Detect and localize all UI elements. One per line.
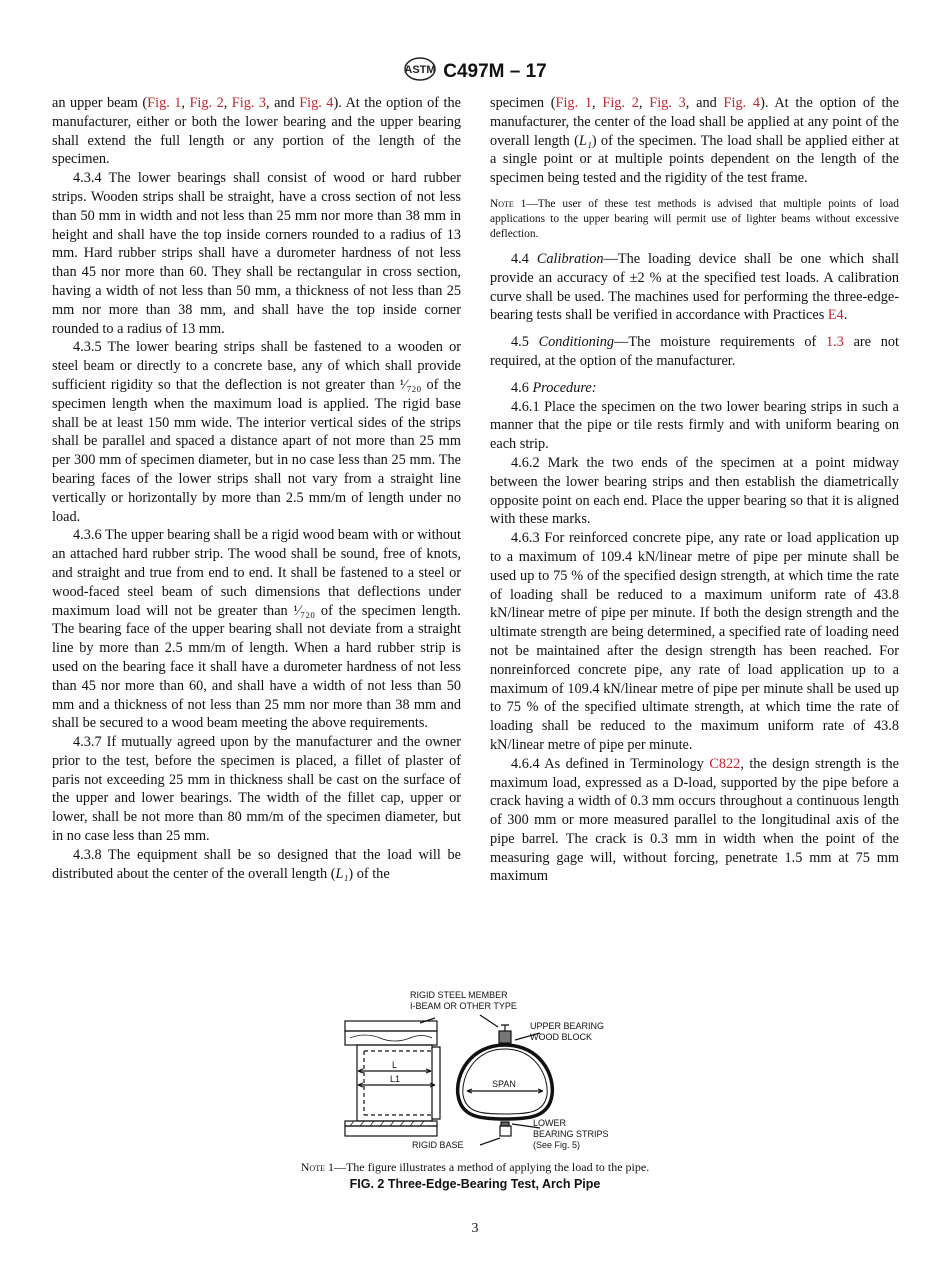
text-run: , and <box>266 95 300 111</box>
text-run: —The loading device shall be one which shall provide an accuracy of ±2 % at the specified test loads. A calibration curve shall be used. The machines used for performing the three-edge-bearing tests shall be verified in accordance with Practices <box>490 250 899 324</box>
text-run: , and <box>685 95 724 111</box>
cross-reference-link[interactable]: Fig. 4 <box>723 95 761 111</box>
figure-caption: FIG. 2 Three-Edge-Bearing Test, Arch Pipe <box>349 1177 601 1191</box>
text-run: —The user of these test methods is advised that multiple points of load applications to the upper bearing will permit use of lighter beams without excessive deflection. <box>490 197 899 240</box>
text-run: ) of the specimen. The load shall be applied either at a single point or at multiple points dependent on the length of the specimen being tested and the rigidity of the test frame. <box>490 132 900 187</box>
text-run: 4.3.4 The lower bearings shall consist of wood or hard rubber strips. Wooden strips shall be straight, have a cross section of not less than 50 mm in width and not less than 25 mm nor more than 38 mm in height and shall have the top inside corners rounded to a radius of 13 mm. Hard rubber strips shall have a durometer hardness of not less than 45 nor more than 60. They shall be rectangular in cross section, having a width of not less than 50 mm, a thickness of not less than 25 mm nor more than 38 mm, and shall have the top inside corner rounded to a radius of 13 mm. <box>52 170 461 337</box>
figure-note-label: Note 1 <box>300 1160 334 1174</box>
paragraph <box>490 398 899 454</box>
text-run: 4.6.1 Place the specimen on the two lower bearing strips in such a manner that the pipe or tile rests firmly and with uniform bearing on each strip. <box>490 398 899 453</box>
label-upper-bearing-1: UPPER BEARING <box>530 1021 605 1031</box>
text-run: ) of the <box>348 865 390 882</box>
label-steel-member-1: RIGID STEEL MEMBER <box>410 990 508 1000</box>
text-run: 4.3.5 The lower bearing strips shall be fastened to a wooden or steel beam or directly to a concrete base, any of which shall provide sufficient rigidity so that the deflection is not greater than ¹⁄₇₂₀ of the specimen length when the maximum load is applied. The rigid base shall be at least 150 mm wide. The interior vertical sides of the strips shall be parallel and spaced a distance apart of not more than 25 mm per 300 mm of specimen diameter, but in no case less than 25 mm. The bearing faces of the lower strips shall not vary from a straight line vertically or horizontally by more than 2.5 mm/m of length under no load. <box>52 339 461 525</box>
label-span: SPAN <box>492 1079 516 1089</box>
cross-reference-link[interactable]: E4 <box>827 307 844 324</box>
paragraph <box>52 338 461 526</box>
label-L1: L1 <box>390 1074 401 1084</box>
text-run: 4.3.7 If mutually agreed upon by the manufacturer and the owner prior to the test, before the specimen is placed, a fillet of plaster of paris not exceeding 25 mm in thickness shall be cast on the surface of the upper and lower bearings. The width of the fillet cap, upper or lower, shall be not more than 80 mm/m of the specimen diameter, but in no case less than 25 mm. <box>52 734 461 845</box>
label-lower-2: BEARING STRIPS <box>533 1129 609 1139</box>
upper-wood-block <box>499 1031 511 1043</box>
label-rigid-base: RIGID BASE <box>412 1140 464 1150</box>
text-run: an upper beam ( <box>52 95 148 111</box>
text-run: ). At the option of the manufacturer, the center of the load shall be applied at any point of the overall length ( <box>490 95 900 149</box>
paragraph <box>490 333 899 371</box>
label-L: L <box>392 1060 398 1070</box>
figure-note-text: —The figure illustrates a method of applying the load to the pipe. <box>333 1160 650 1174</box>
text-run: are not required, at the option of the manufacturer. <box>490 334 899 369</box>
figure-three-edge-bearing-arch-pipe <box>330 985 650 1155</box>
cross-reference-link[interactable]: Fig. 1 <box>147 95 182 111</box>
paragraph <box>52 846 461 884</box>
cross-reference-link[interactable]: Fig. 3 <box>649 95 686 111</box>
text-run: 4.6.2 Mark the two ends of the specimen at a point midway between the lower bearing strips and then establish the diametrically opposite point on each end. Place the upper bearing so that it is aligned with these marks. <box>490 454 899 528</box>
text-run: —The moisture requirements of <box>614 334 826 351</box>
text-run: , the design strength is the maximum load, expressed as a D-load, supported by the pipe before a crack having a width of 0.3 mm occurs throughout a continuous length of 300 mm or more measured parallel to the longitudinal axis of the pipe barrel. The crack is 0.3 mm in width when the point of the measuring gage will, without forcing, penetrate 1.5 mm at 75 mm maximum <box>490 755 899 885</box>
text-run: 4.5 <box>511 334 539 351</box>
astm-logo-icon <box>403 56 437 88</box>
text-run: 4.6.3 For reinforced concrete pipe, any rate or load application up to a maximum of 109.4 kN/linear metre of pipe per minute shall be used up to 75 % of the specified design strength, at which time the rate of loading shall be reduced to a maximum uniform rate of 43.8 kN/linear metre of pipe per minute. If both the design strength and the ultimate strength are being determined, a specified rate of loading need not be maintained after the design strength has been reached. For nonreinforced concrete pipe, any rate of load application up to a maximum of 109.4 kN/linear metre of pipe per minute shall be used up to 75 % of the specified ultimate strength, at which time the rate of loading shall be reduced to the maximum uniform rate of 43.8 kN/linear metre of pipe per minute. <box>490 530 899 753</box>
italic-text: L₁ <box>578 132 592 149</box>
text-run: specimen ( <box>490 95 556 111</box>
cross-reference-link[interactable]: Fig. 3 <box>231 95 267 111</box>
label-upper-bearing-2: WOOD BLOCK <box>530 1032 593 1042</box>
paragraph <box>490 454 899 529</box>
text-run: ). At the option of the manufacturer, either or both the lower bearing and the upper bearing shall extend the full length or any portion of the length of the specimen. <box>52 95 461 168</box>
italic-text: Calibration <box>536 250 604 267</box>
paragraph <box>490 529 899 755</box>
cross-reference-link[interactable]: Fig. 1 <box>555 95 593 111</box>
right-column <box>490 94 899 886</box>
text-run: . <box>843 307 848 324</box>
italic-text: Conditioning <box>538 334 615 351</box>
text-run: , <box>592 95 603 111</box>
cross-reference-link[interactable]: 1.3 <box>825 334 844 351</box>
svg-text:ASTM: ASTM <box>404 64 436 76</box>
rigid-base-beam <box>345 1126 437 1136</box>
text-run: 4.3.6 The upper bearing shall be a rigid wood beam with or without an attached hard rubber strip. The wood shall be sound, free of knots, and straight and true from end to end. It shall be fastened to a steel or wood-faced steel beam of such dimensions that deflections under maximum load will not be greater than ¹⁄₇₂₀ of the specimen length. The bearing face of the upper bearing shall not deviate from a straight line by more than 2.5 mm/m of length. When a hard rubber strip is used on the bearing face it shall have a durometer hardness of not less than 45 nor more than 60, and shall have a width of not less than 50 mm and a thickness of not less than 25 mm nor more than 38 mm and shall be secured to a wood beam meeting the above requirements. <box>52 527 461 732</box>
text-run: , <box>181 95 190 111</box>
paragraph <box>52 733 461 846</box>
label-lower-1: LOWER <box>533 1118 567 1128</box>
paragraph <box>52 526 461 733</box>
cross-reference-link[interactable]: Fig. 2 <box>189 95 224 111</box>
italic-text: L₁ <box>335 865 349 882</box>
left-column <box>52 94 461 883</box>
paragraph <box>52 94 461 169</box>
designation: C497M – 17 <box>443 61 547 83</box>
text-run: , <box>223 95 232 111</box>
page-number: 3 <box>471 1221 479 1236</box>
paragraph <box>490 755 899 887</box>
text-run: 4.3.8 The equipment shall be so designed that the load will be distributed about the center of the overall length ( <box>52 846 461 882</box>
cross-reference-link[interactable]: C822 <box>709 755 741 772</box>
text-run: 4.6.4 As defined in Terminology <box>511 755 710 772</box>
italic-text: Procedure: <box>532 379 597 396</box>
paragraph <box>490 94 899 188</box>
note-label: Note 1 <box>490 197 527 210</box>
cross-reference-link[interactable]: Fig. 4 <box>299 95 334 111</box>
cross-reference-link[interactable]: Fig. 2 <box>602 95 639 111</box>
note <box>490 197 899 242</box>
label-steel-member-2: I-BEAM OR OTHER TYPE <box>410 1001 517 1011</box>
label-lower-3: (See Fig. 5) <box>533 1140 581 1150</box>
paragraph <box>490 379 899 398</box>
text-run: 4.4 <box>511 250 537 267</box>
wood-beam <box>345 1031 437 1045</box>
paragraph <box>52 169 461 338</box>
paragraph <box>490 250 899 325</box>
page-header <box>0 56 950 88</box>
figure-note <box>0 1160 950 1175</box>
text-run: , <box>638 95 650 111</box>
text-run: 4.6 <box>511 379 533 396</box>
